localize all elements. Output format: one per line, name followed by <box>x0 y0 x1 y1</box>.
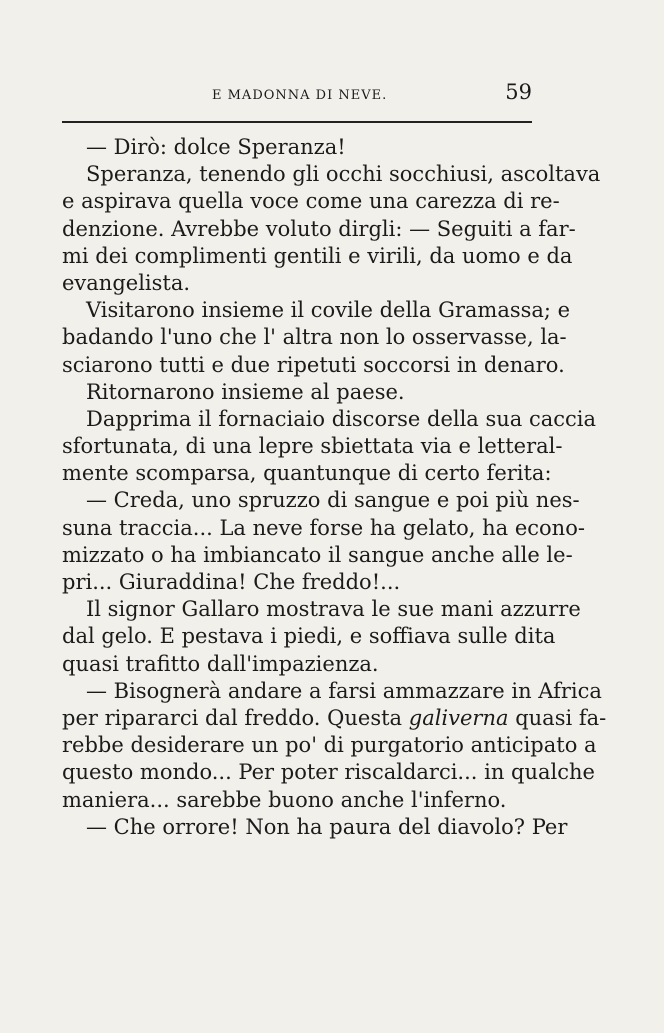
text-line: mente scomparsa, quantunque di certo ferita: <box>62 461 552 486</box>
text-line: badando l'uno che l' altra non lo osservasse, la- <box>62 325 567 350</box>
text-line: maniera... sarebbe buono anche l'inferno. <box>62 787 507 812</box>
text-line: evangelista. <box>62 270 191 295</box>
text-line: suna traccia... La neve forse ha gelato, ha econo- <box>62 515 585 540</box>
text-line: quasi trafitto dall'impazienza. <box>62 651 379 676</box>
text-line: Il signor Gallaro mostrava le sue mani azzurre <box>86 597 581 622</box>
text-line: e aspirava quella voce come una carezza di re- <box>62 189 560 214</box>
text-line: rebbe desiderare un po' di purgatorio anticipato a <box>62 733 597 758</box>
text-line: mizzato o ha imbiancato il sangue anche alle le- <box>62 542 573 567</box>
text-segment: quasi fa- <box>508 705 607 730</box>
text-line: Ritornarono insieme al paese. <box>86 379 405 404</box>
page-number: 59 <box>505 80 532 104</box>
text-line: pri... Giuraddina! Che freddo!... <box>62 570 401 594</box>
running-title: E MADONNA DI NEVE. <box>212 88 388 103</box>
text-line: dal gelo. E pestava i piedi, e soffiava sulle dita <box>62 624 556 649</box>
text-line: denzione. Avrebbe voluto dirgli: — Seguiti a far- <box>62 216 576 241</box>
body-text <box>62 134 607 841</box>
text-line: sciarono tutti e due ripetuti soccorsi in denaro. <box>62 352 565 377</box>
text-line: sfortunata, di una lepre sbiettata via e letteral- <box>62 434 563 459</box>
text-segment: per ripararci dal freddo. Questa <box>62 705 409 730</box>
text-line: questo mondo... Per poter riscaldarci... in qualche <box>62 760 595 785</box>
text-line: — Che orrore! Non ha paura del diavolo? Per <box>86 814 568 839</box>
text-line: — Creda, uno spruzzo di sangue e poi più nes- <box>86 488 580 513</box>
text-line: — Dirò: dolce Speranza! <box>86 135 346 159</box>
header-rule <box>62 121 532 123</box>
text-line: Dapprima il fornaciaio discorse della sua caccia <box>86 406 597 431</box>
italic-word: galiverna <box>408 705 509 730</box>
text-line: Visitarono insieme il covile della Gramassa; e <box>86 298 571 323</box>
text-line: mi dei complimenti gentili e virili, da uomo e da <box>62 243 573 268</box>
page-header <box>62 80 532 108</box>
text-line: Speranza, tenendo gli occhi socchiusi, ascoltava <box>86 162 601 187</box>
text-line-italic-word <box>62 705 607 732</box>
text-line: — Bisognerà andare a farsi ammazzare in Africa <box>86 678 602 703</box>
